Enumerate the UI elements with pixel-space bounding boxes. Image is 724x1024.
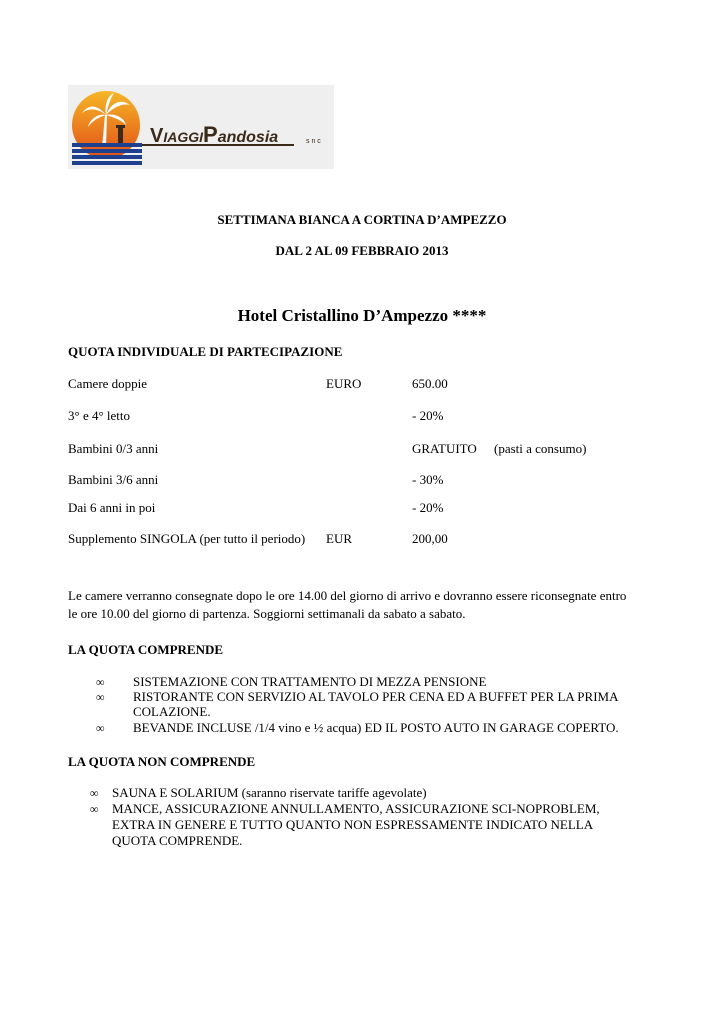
brand-word-iaggi: IAGGI [163, 129, 204, 145]
list-item: BEVANDE INCLUSE /1/4 vino e ½ acqua) ED IL POSTO AUTO IN GARAGE COPERTO. [133, 720, 619, 735]
brand-suffix: s n c [306, 138, 321, 145]
hotel-name: Hotel Cristallino D’Ampezzo **** [237, 306, 487, 325]
price-row [68, 472, 668, 490]
price-label: Camere doppie [68, 376, 148, 391]
price-label: Bambini 0/3 anni [68, 441, 159, 456]
price-value: GRATUITO [412, 441, 477, 456]
list-item-continuation: QUOTA COMPRENDE. [112, 833, 243, 848]
brand-word-andosia: andosia [217, 129, 279, 146]
price-row [68, 500, 668, 518]
infinity-bullet-icon: ∞ [90, 802, 99, 816]
trip-title: SETTIMANA BIANCA A CORTINA D’AMPEZZO [217, 212, 507, 227]
price-label: Dai 6 anni in poi [68, 500, 156, 515]
infinity-bullet-icon: ∞ [96, 721, 105, 735]
brand-letter-v: V [150, 125, 164, 147]
comprende-heading: LA QUOTA COMPRENDE [68, 642, 224, 657]
price-value: 200,00 [412, 531, 448, 546]
price-value: - 20% [412, 500, 444, 515]
price-value: - 20% [412, 408, 444, 423]
infinity-bullet-icon: ∞ [96, 690, 105, 704]
price-label: Bambini 3/6 anni [68, 472, 159, 487]
info-line: Le camere verranno consegnate dopo le ore 14.00 del giorno di arrivo e dovranno essere riconsegnate entro [68, 588, 627, 603]
price-value: 650.00 [412, 376, 448, 391]
quota-heading: QUOTA INDIVIDUALE DI PARTECIPAZIONE [68, 344, 343, 359]
list-item: SAUNA E SOLARIUM (saranno riservate tariffe agevolate) [112, 785, 427, 800]
brand-letter-p: P [203, 122, 218, 147]
price-label: Supplemento SINGOLA (per tutto il periodo) [68, 531, 306, 546]
info-line: le ore 10.00 del giorno di partenza. Soggiorni settimanali da sabato a sabato. [68, 606, 466, 621]
company-logo [68, 85, 334, 169]
price-row [68, 408, 668, 426]
price-label: 3° e 4° letto [68, 408, 131, 423]
list-item-continuation: EXTRA IN GENERE E TUTTO QUANTO NON ESPRESSAMENTE INDICATO NELLA [112, 817, 594, 832]
price-row [68, 531, 668, 549]
price-row [68, 376, 668, 394]
list-item: RISTORANTE CON SERVIZIO AL TAVOLO PER CENA ED A BUFFET PER LA PRIMA [133, 689, 619, 704]
non-comprende-heading: LA QUOTA NON COMPRENDE [68, 754, 256, 769]
price-note: (pasti a consumo) [494, 441, 587, 456]
list-item-continuation: COLAZIONE. [133, 704, 211, 719]
price-currency: EUR [326, 531, 352, 546]
list-item: MANCE, ASSICURAZIONE ANNULLAMENTO, ASSICURAZIONE SCI-NOPROBLEM, [112, 801, 600, 816]
price-row [68, 441, 668, 459]
price-value: - 30% [412, 472, 444, 487]
logo-graphic [68, 85, 334, 169]
trip-dates: DAL 2 AL 09 FEBBRAIO 2013 [275, 243, 449, 258]
price-currency: EURO [326, 376, 362, 391]
infinity-bullet-icon: ∞ [96, 675, 105, 689]
brand-name [150, 122, 278, 147]
tower-top-icon [116, 125, 125, 128]
list-item: SISTEMAZIONE CON TRATTAMENTO DI MEZZA PENSIONE [133, 674, 487, 689]
infinity-bullet-icon: ∞ [90, 786, 99, 800]
